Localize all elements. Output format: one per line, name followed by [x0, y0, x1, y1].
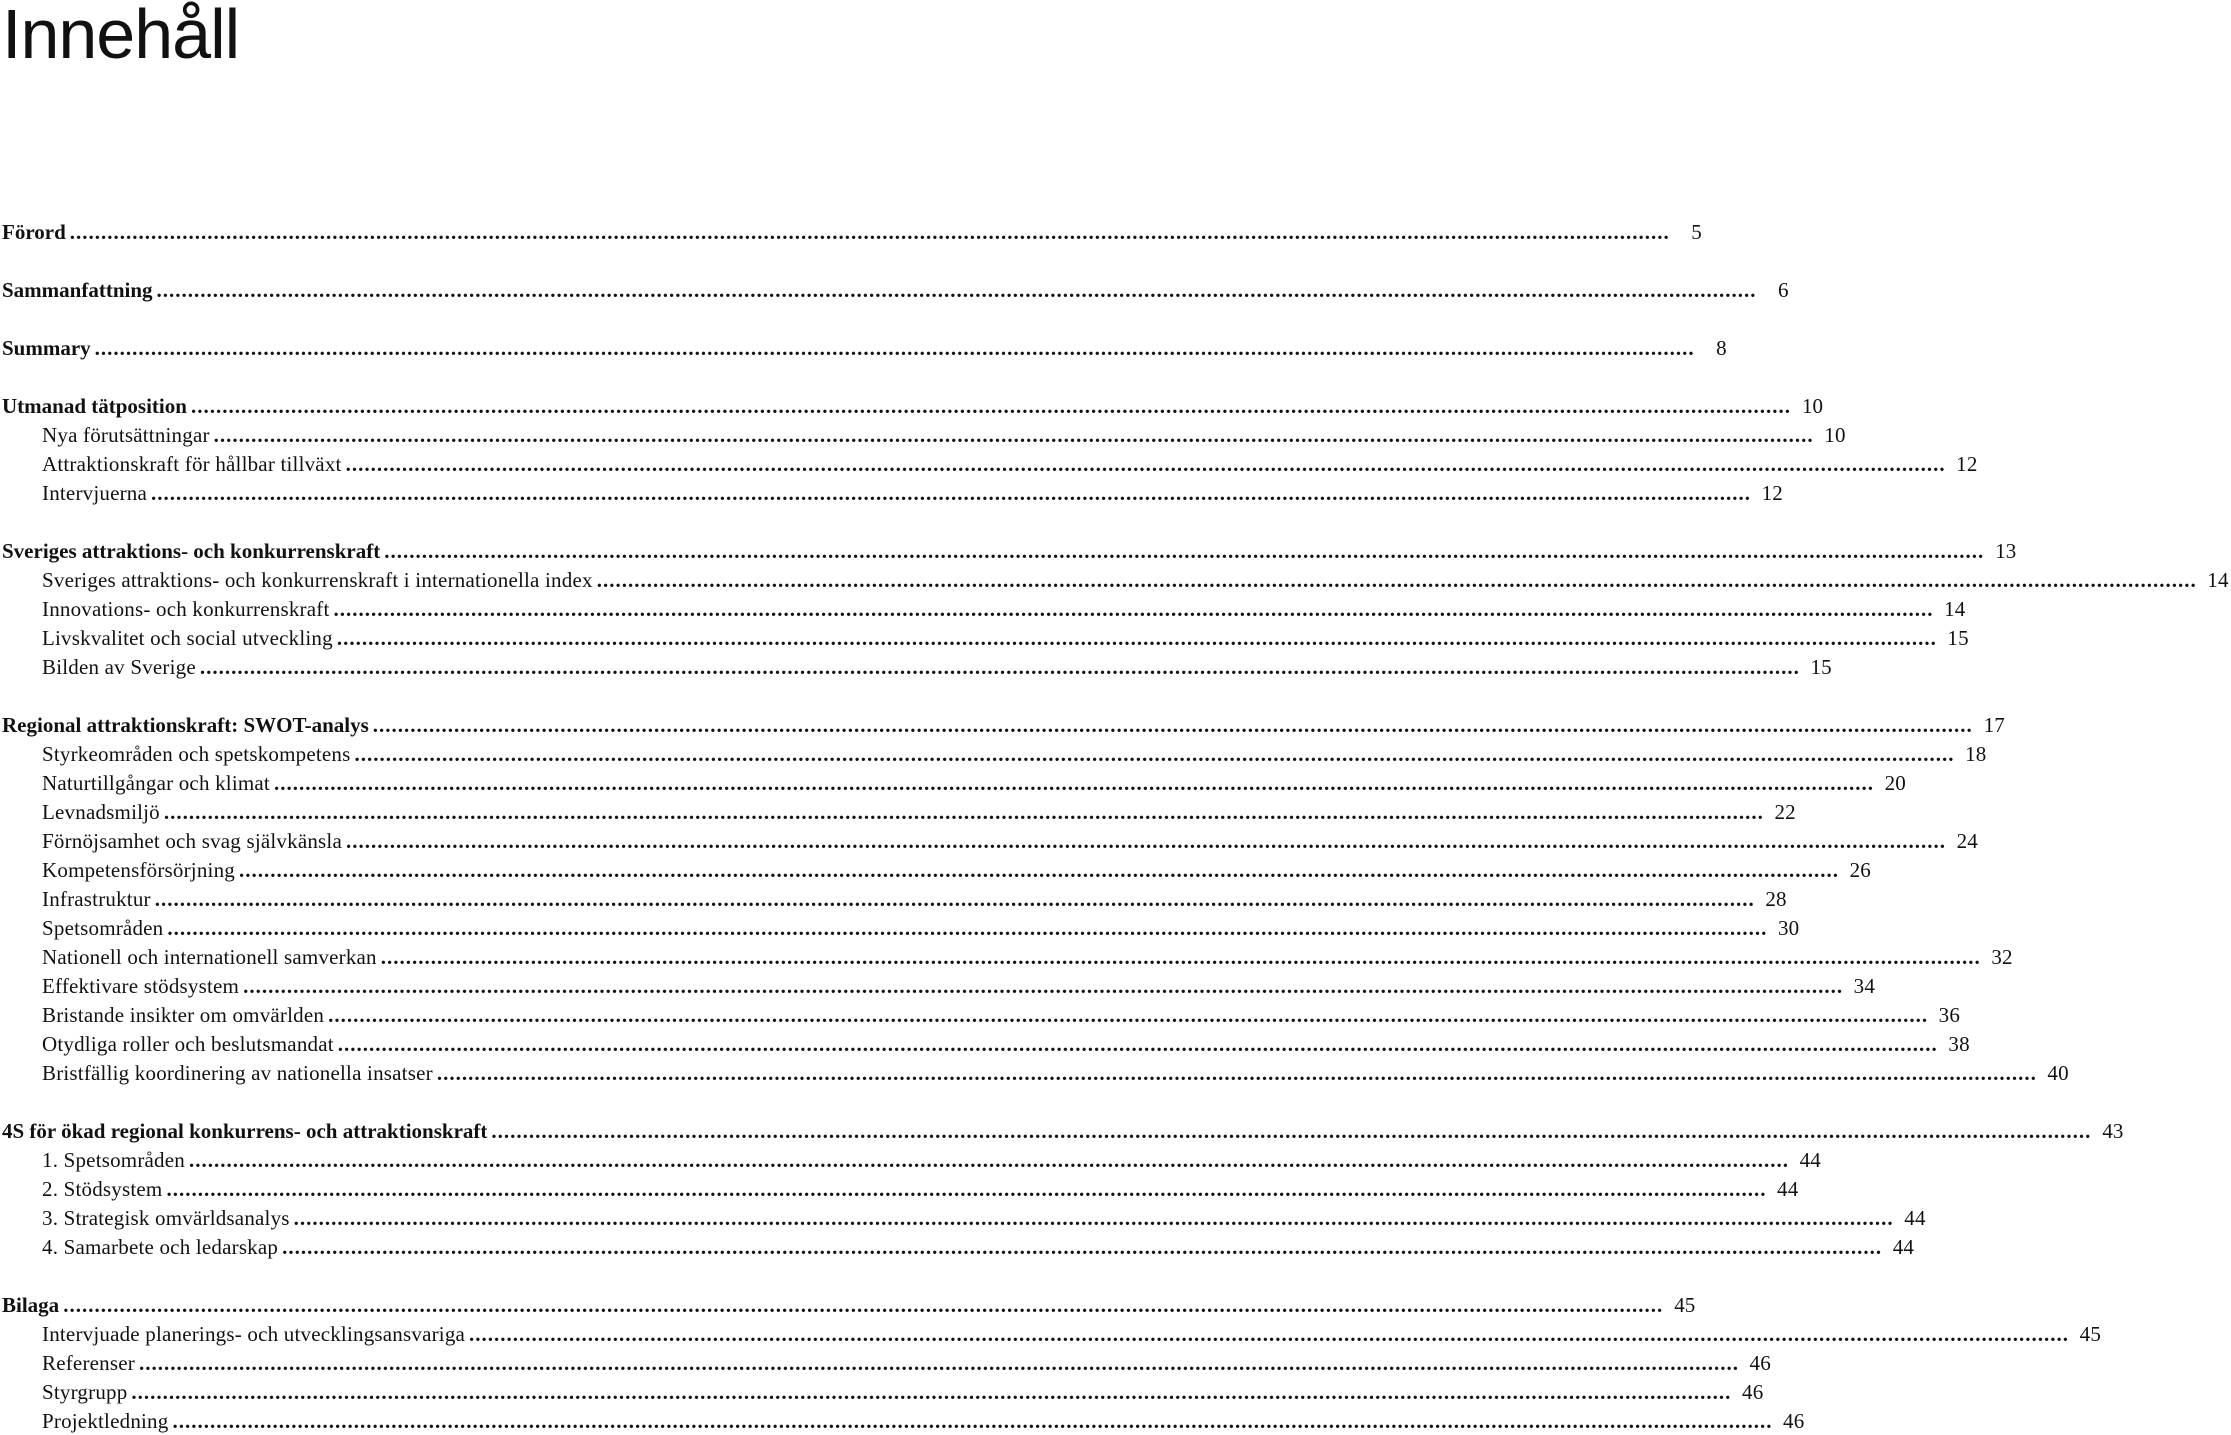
toc-entry-page-number: 12	[1956, 452, 1978, 476]
dot-leader	[294, 1204, 1894, 1232]
toc-subsection-entry[interactable]	[0, 1001, 1961, 1029]
toc-entry-page-number: 24	[1956, 829, 1978, 853]
toc-entry-label: Bilaga	[2, 1293, 60, 1317]
toc-subsection-entry[interactable]	[0, 769, 1906, 797]
toc-entry-page-number: 14	[1944, 597, 1966, 621]
toc-subsection-entry[interactable]	[0, 1059, 2069, 1087]
toc-subsection-entry[interactable]	[0, 1320, 2102, 1348]
toc-subsection-entry[interactable]	[0, 1407, 1805, 1435]
toc-entry-page-number: 32	[1991, 945, 2013, 969]
toc-section-entry[interactable]	[0, 218, 1702, 246]
dot-leader	[274, 769, 1874, 797]
toc-subsection-entry[interactable]	[0, 1030, 1970, 1058]
toc-entry-label: Bilden av Sverige	[42, 655, 196, 679]
dot-leader	[384, 537, 1984, 565]
toc-entry-label: Nationell och internationell samverkan	[42, 945, 377, 969]
dot-leader	[346, 827, 1946, 855]
dot-leader	[131, 1378, 1731, 1406]
toc-subsection-entry[interactable]	[0, 624, 1969, 652]
toc-entry-label: Sammanfattning	[2, 278, 153, 302]
toc-entry-label: Styrgrupp	[42, 1380, 128, 1404]
toc-entry-page-number: 18	[1965, 742, 1987, 766]
toc-entry-page-number: 34	[1853, 974, 1876, 998]
toc-entry-label: Spetsområden	[42, 916, 164, 940]
toc-subsection-entry[interactable]	[0, 827, 1978, 855]
toc-entry-label: Förord	[2, 220, 66, 244]
toc-entry-label: Regional attraktionskraft: SWOT-analys	[2, 713, 369, 737]
toc-subsection-entry[interactable]	[0, 798, 1796, 826]
dot-leader	[597, 566, 2197, 594]
dot-leader	[167, 914, 1767, 942]
dot-leader	[70, 218, 1670, 246]
toc-section-entry[interactable]	[0, 1117, 2124, 1145]
toc-entry-label: Sveriges attraktions- och konkurrenskraft	[2, 539, 381, 563]
toc-section-entry[interactable]	[0, 711, 2005, 739]
toc-entry-page-number: 46	[1783, 1409, 1805, 1433]
toc-entry-label: Naturtillgångar och klimat	[42, 771, 270, 795]
toc-entry-page-number: 45	[1674, 1293, 1696, 1317]
dot-leader	[172, 1407, 1772, 1435]
toc-subsection-entry[interactable]	[0, 1378, 1764, 1406]
toc-subsection-entry[interactable]	[0, 595, 1966, 623]
toc-entry-label: Kompetensförsörjning	[42, 858, 235, 882]
dot-leader	[243, 972, 1843, 1000]
toc-entry-page-number: 22	[1774, 800, 1796, 824]
toc-subsection-entry[interactable]	[0, 479, 1784, 507]
toc-entry-label: 4. Samarbete och ledarskap	[42, 1235, 279, 1259]
dot-leader	[469, 1320, 2069, 1348]
toc-entry-label: Intervjuerna	[42, 481, 148, 505]
toc-entry-label: Summary	[2, 336, 91, 360]
toc-subsection-entry[interactable]	[0, 1175, 1799, 1203]
toc-entry-page-number: 13	[1995, 539, 2017, 563]
toc-entry-label: Bristfällig koordinering av nationella insatser	[42, 1061, 433, 1085]
toc-entry-label: 2. Stödsystem	[42, 1177, 163, 1201]
toc-subsection-entry[interactable]	[0, 421, 1846, 449]
toc-entry-label: Nya förutsättningar	[42, 423, 210, 447]
toc-entry-page-number: 10	[1801, 394, 1823, 418]
dot-leader	[139, 1349, 1739, 1377]
dot-leader	[381, 943, 1981, 971]
toc-entry-label: Bristande insikter om omvärlden	[42, 1003, 325, 1027]
toc-subsection-entry[interactable]	[0, 914, 1800, 942]
toc-subsection-entry[interactable]	[0, 1204, 1926, 1232]
toc-subsection-entry[interactable]	[0, 740, 1987, 768]
dot-leader	[334, 595, 1934, 623]
dot-leader	[355, 740, 1955, 768]
toc-entry-label: 3. Strategisk omvärldsanalys	[42, 1206, 290, 1230]
toc-subsection-entry[interactable]	[0, 1146, 1821, 1174]
toc-entry-page-number: 15	[1810, 655, 1832, 679]
dot-leader	[157, 276, 1757, 304]
toc-entry-page-number: 40	[2047, 1061, 2069, 1085]
toc-subsection-entry[interactable]	[0, 943, 2013, 971]
toc-entry-label: Levnadsmiljö	[42, 800, 160, 824]
toc-entry-label: Utmanad tätposition	[2, 394, 187, 418]
dot-leader	[166, 1175, 1766, 1203]
dot-leader	[282, 1233, 1882, 1261]
toc-entry-page-number: 38	[1948, 1032, 1970, 1056]
dot-leader	[346, 450, 1946, 478]
dot-leader	[239, 856, 1839, 884]
toc-section-entry[interactable]	[0, 392, 1823, 420]
dot-leader	[328, 1001, 1928, 1029]
toc-entry-page-number: 10	[1824, 423, 1846, 447]
toc-entry-page-number: 43	[2102, 1119, 2124, 1143]
toc-entry-page-number: 5	[1691, 220, 1702, 244]
toc-section-entry[interactable]	[0, 1291, 1696, 1319]
toc-entry-page-number: 6	[1778, 278, 1789, 302]
toc-entry-page-number: 30	[1777, 916, 1800, 940]
toc-entry-page-number: 28	[1765, 887, 1787, 911]
toc-entry-page-number: 17	[1983, 713, 2005, 737]
toc-entry-page-number: 44	[1777, 1177, 1799, 1201]
dot-leader	[155, 885, 1755, 913]
dot-leader	[337, 624, 1937, 652]
toc-entry-page-number: 36	[1938, 1003, 1961, 1027]
toc-entry-label: Livskvalitet och social utveckling	[42, 626, 333, 650]
toc-subsection-entry[interactable]	[0, 450, 1978, 478]
dot-leader	[214, 421, 1814, 449]
toc-entry-page-number: 20	[1884, 771, 1906, 795]
toc-entry-page-number: 15	[1947, 626, 1969, 650]
toc-entry-page-number: 46	[1742, 1380, 1764, 1404]
toc-subsection-entry[interactable]	[0, 566, 2229, 594]
toc-subsection-entry[interactable]	[0, 1233, 1915, 1261]
toc-entry-label: 4S för ökad regional konkurrens- och attraktionskraft	[2, 1119, 488, 1143]
toc-entry-label: Attraktionskraft för hållbar tillväxt	[42, 452, 342, 476]
toc-entry-page-number: 44	[1892, 1235, 1915, 1259]
toc-entry-page-number: 26	[1849, 858, 1871, 882]
toc-section-entry[interactable]	[0, 334, 1727, 362]
dot-leader	[373, 711, 1973, 739]
toc-entry-page-number: 44	[1904, 1206, 1926, 1230]
dot-leader	[338, 1030, 1938, 1058]
dot-leader	[437, 1059, 2037, 1087]
toc-section-entry[interactable]	[0, 276, 1789, 304]
dot-leader	[491, 1117, 2091, 1145]
toc-entry-label: Innovations- och konkurrenskraft	[42, 597, 330, 621]
dot-leader	[63, 1291, 1663, 1319]
toc-entry-label: Förnöjsamhet och svag självkänsla	[42, 829, 342, 853]
toc-entry-page-number: 45	[2079, 1322, 2102, 1346]
toc-entry-page-number: 8	[1716, 336, 1727, 360]
toc-entry-label: Effektivare stödsystem	[42, 974, 240, 998]
toc-subsection-entry[interactable]	[0, 653, 1832, 681]
dot-leader	[95, 334, 1695, 362]
toc-entry-label: Infrastruktur	[42, 887, 151, 911]
toc-entry-page-number: 44	[1799, 1148, 1821, 1172]
toc-subsection-entry[interactable]	[0, 856, 1871, 884]
dot-leader	[151, 479, 1751, 507]
dot-leader	[191, 392, 1791, 420]
toc-subsection-entry[interactable]	[0, 885, 1787, 913]
toc-entry-label: Styrkeområden och spetskompetens	[42, 742, 351, 766]
toc-entry-page-number: 12	[1761, 481, 1784, 505]
toc-entry-page-number: 14	[2207, 568, 2229, 592]
toc-subsection-entry[interactable]	[0, 1349, 1771, 1377]
toc-entry-label: Otydliga roller och beslutsmandat	[42, 1032, 334, 1056]
dot-leader	[200, 653, 1800, 681]
toc-entry-label: Sveriges attraktions- och konkurrenskraft i internationella index	[42, 568, 593, 592]
toc-section-entry[interactable]	[0, 537, 2017, 565]
dot-leader	[189, 1146, 1789, 1174]
toc-entry-label: Intervjuade planerings- och utvecklingsansvariga	[42, 1322, 466, 1346]
toc-entry-page-number: 46	[1749, 1351, 1771, 1375]
toc-entry-label: Referenser	[42, 1351, 135, 1375]
toc-entry-label: 1. Spetsområden	[42, 1148, 185, 1172]
dot-leader	[164, 798, 1764, 826]
toc-entry-label: Projektledning	[42, 1409, 169, 1433]
toc-subsection-entry[interactable]	[0, 972, 1876, 1000]
page-title: Innehåll	[2, 0, 240, 73]
